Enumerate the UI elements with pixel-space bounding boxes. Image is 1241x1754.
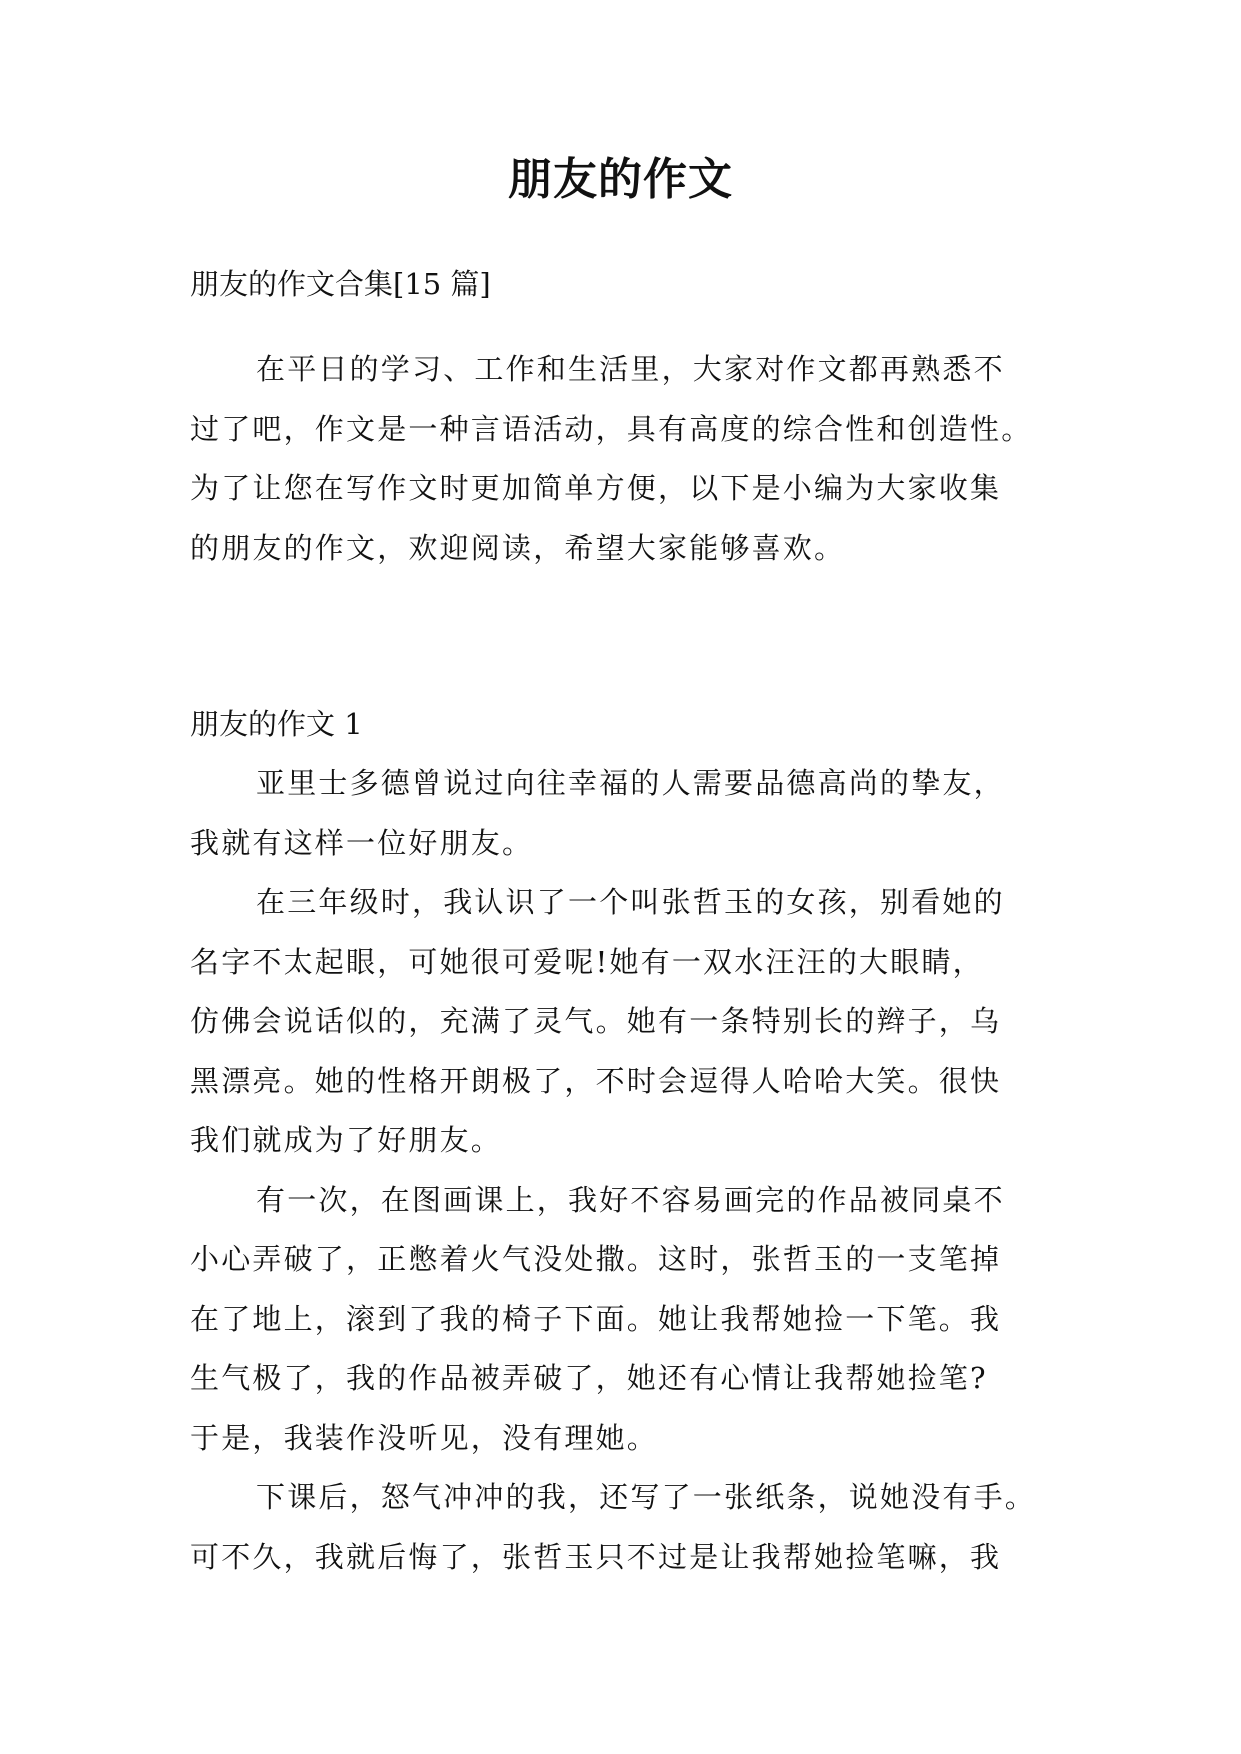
text-line: 在平日的学习、工作和生活里，大家对作文都再熟悉不 bbox=[256, 352, 1005, 386]
text-line: 为了让您在写作文时更加简单方便，以下是小编为大家收集 bbox=[190, 471, 1002, 505]
intro-paragraph bbox=[190, 340, 1052, 578]
document-title: 朋友的作文 bbox=[508, 154, 733, 205]
section-heading: 朋友的作文 1 bbox=[190, 707, 363, 741]
text-line: 有一次，在图画课上，我好不容易画完的作品被同桌不 bbox=[256, 1182, 1005, 1217]
text-line: 过了吧，作文是一种言语活动，具有高度的综合性和创造性。 bbox=[190, 411, 1033, 446]
text-line: 仿佛会说话似的，充满了灵气。她有一条特别长的辫子，乌 bbox=[190, 1004, 1002, 1038]
text-line: 下课后，怒气冲冲的我，还写了一张纸条，说她没有手。 bbox=[256, 1480, 1037, 1514]
text-line: 黑漂亮。她的性格开朗极了，不时会逗得人哈哈大笑。很快 bbox=[190, 1063, 1002, 1098]
text-line: 名字不太起眼，可她很可爱呢!她有一双水汪汪的大眼睛， bbox=[190, 944, 984, 979]
essay-body bbox=[190, 754, 1052, 1587]
collection-subtitle: 朋友的作文合集[15 篇] bbox=[190, 267, 491, 301]
text-line: 生气极了，我的作品被弄破了，她还有心情让我帮她捡笔? bbox=[190, 1361, 988, 1395]
text-line: 于是，我装作没听见，没有理她。 bbox=[190, 1420, 659, 1455]
text-line: 小心弄破了，正憋着火气没处撒。这时，张哲玉的一支笔掉 bbox=[190, 1242, 1002, 1276]
text-line: 在三年级时，我认识了一个叫张哲玉的女孩，别看她的 bbox=[256, 885, 1005, 919]
text-line: 在了地上，滚到了我的椅子下面。她让我帮她捡一下笔。我 bbox=[190, 1301, 1002, 1336]
text-line: 可不久，我就后悔了，张哲玉只不过是让我帮她捡笔嘛，我 bbox=[190, 1539, 1002, 1574]
text-line: 亚里士多德曾说过向往幸福的人需要品德高尚的挚友， bbox=[256, 766, 1005, 800]
text-line: 的朋友的作文，欢迎阅读，希望大家能够喜欢。 bbox=[190, 530, 846, 565]
text-line: 我们就成为了好朋友。 bbox=[190, 1123, 503, 1157]
text-line: 我就有这样一位好朋友。 bbox=[190, 825, 534, 860]
